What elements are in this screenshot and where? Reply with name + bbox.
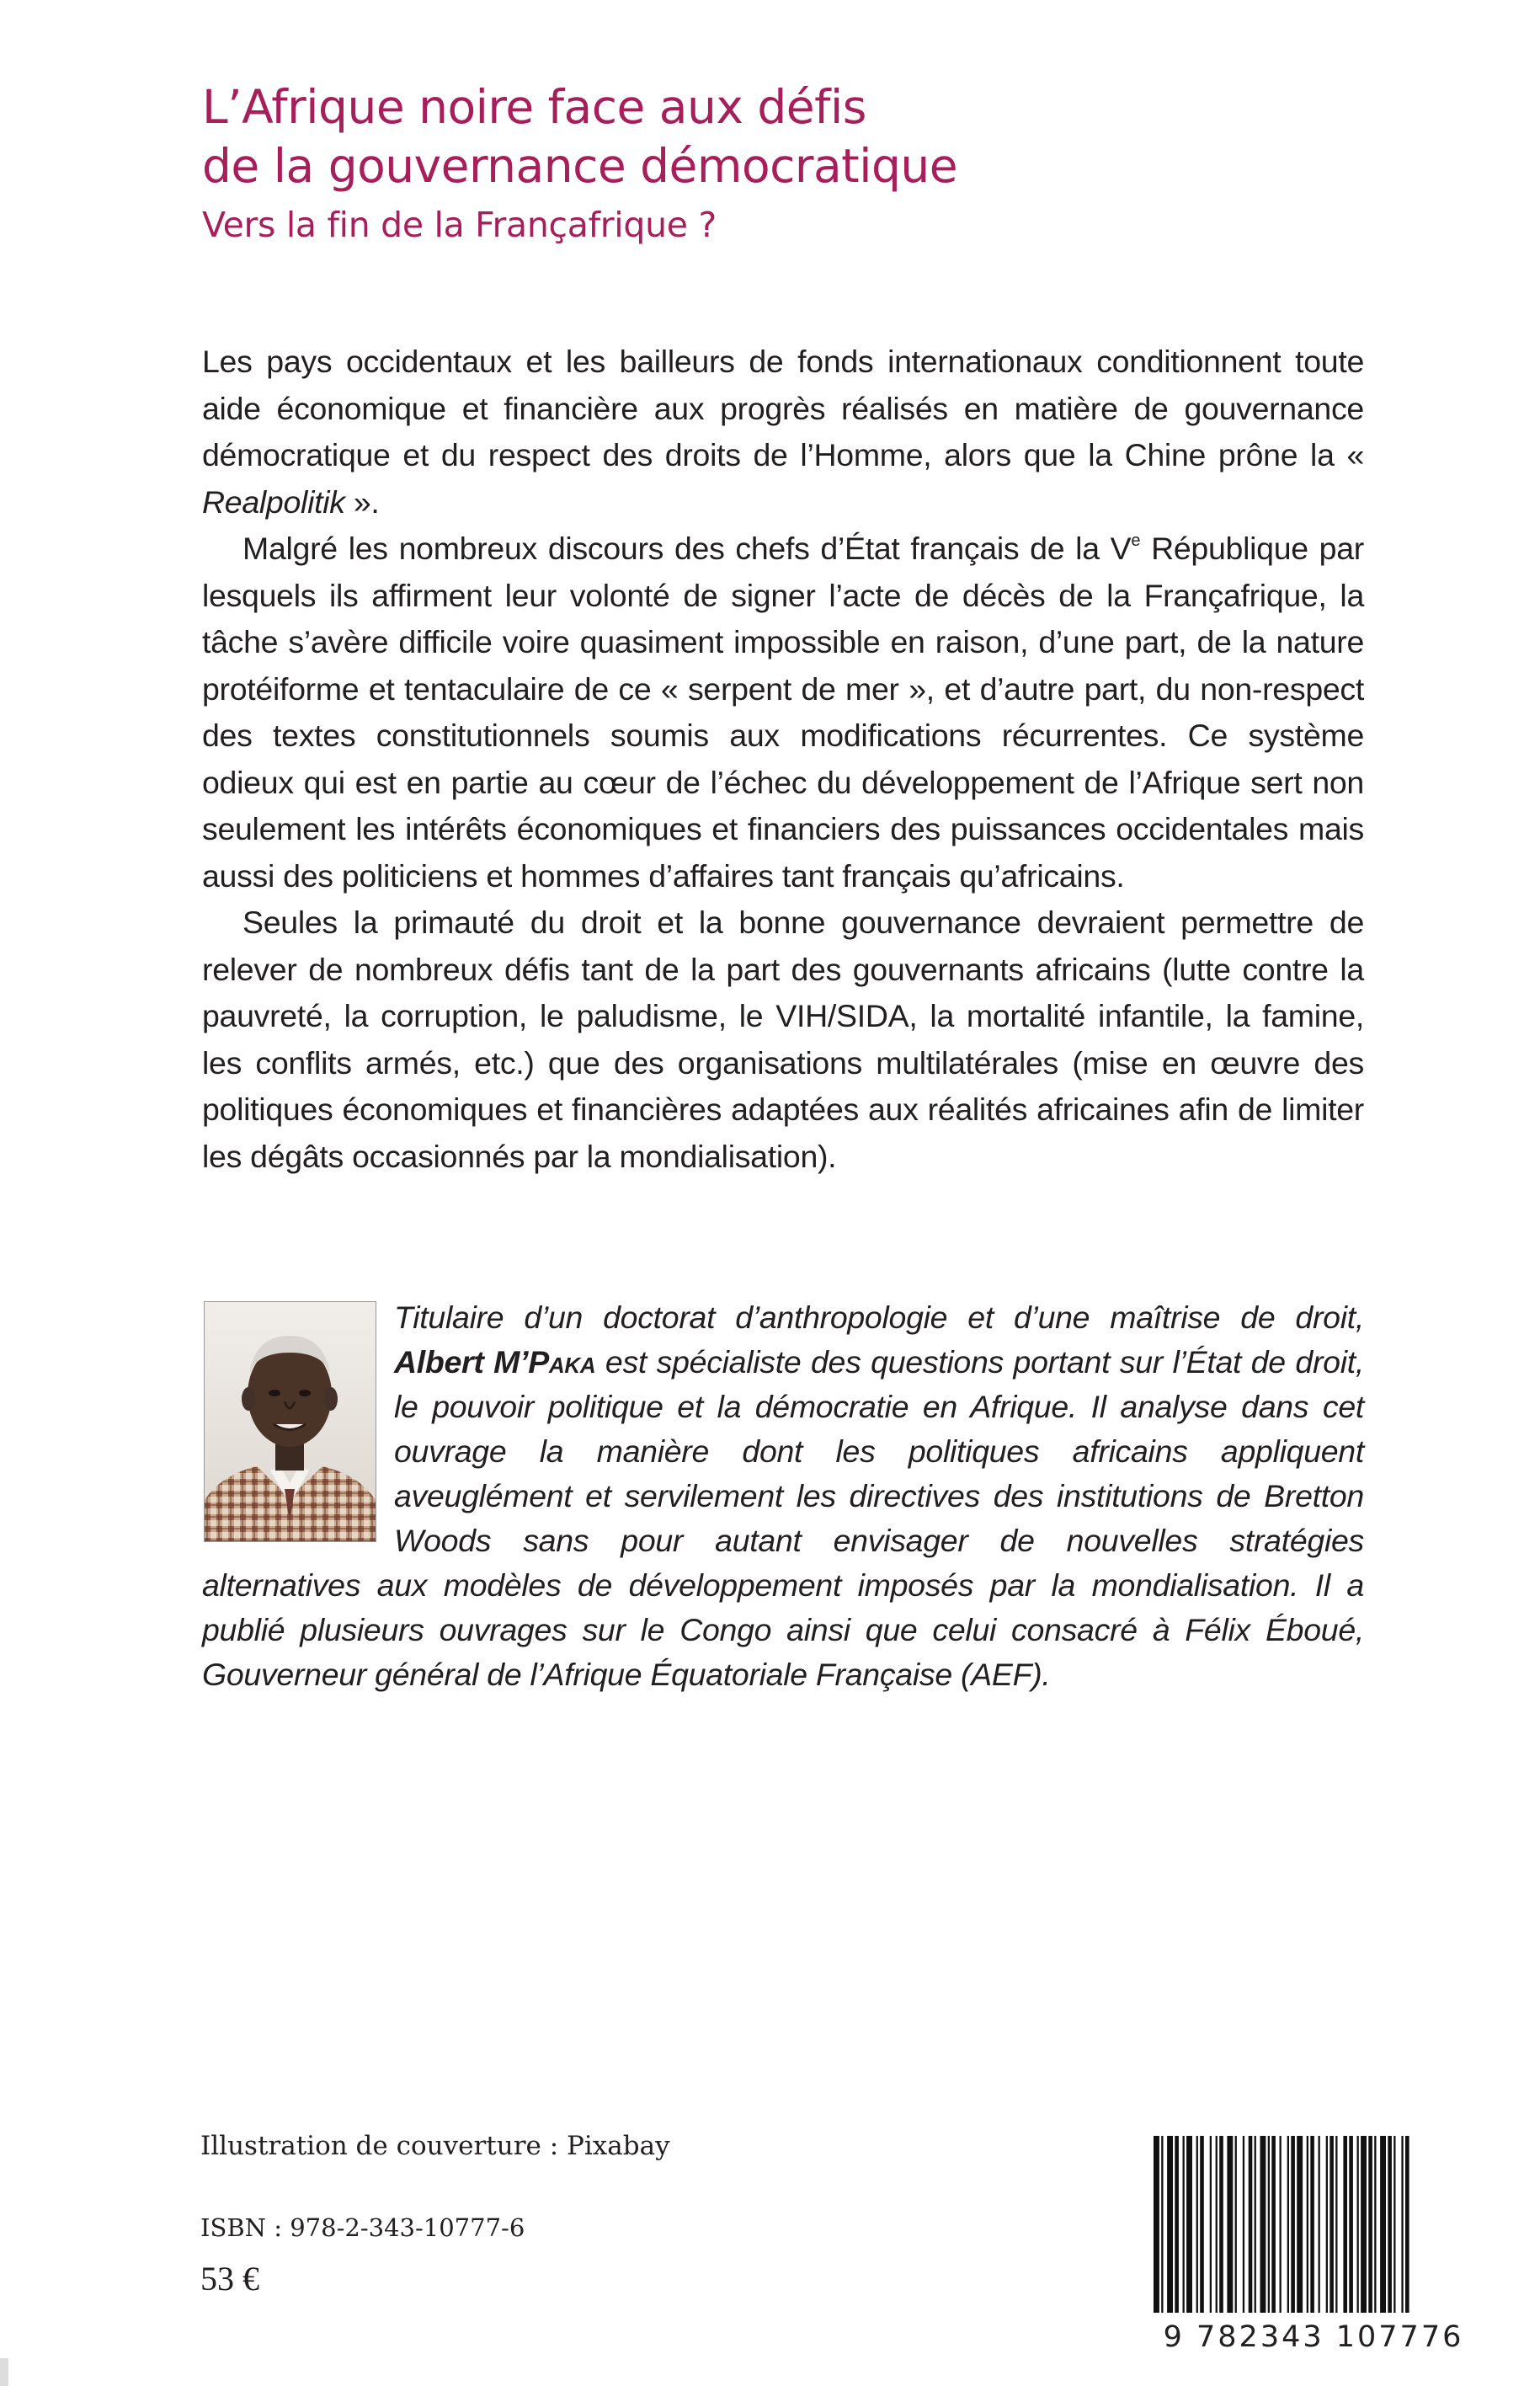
barcode-bar <box>1200 2136 1204 2313</box>
summary-paragraph-3: Seules la primauté du droit et la bonne gouvernance devraient permettre de relever de nombreux défis tant de la part des gouvernants africains (lutte contre la pauvreté, la corruption, le paludisme, le VIH/SIDA, la mortalité infantile, la famine, les conflits armés, etc.) que des organisations multilatérales (mise en œuvre des politiques économiques et financières adaptées aux réalités africaines afin de limiter les dégâts occasionnés par la mondialisation). <box>202 905 1364 1174</box>
summary-paragraph-1: Les pays occidentaux et les bailleurs de fonds internationaux conditionnent toute aide économique et financière aux progrès réalisés en matière de gouvernance démocratique et du respect des droits de l’Homme, alors que la Chine prône la « Realpolitik ». <box>202 344 1364 520</box>
isbn: ISBN : 978-2-343-10777-6 <box>200 2213 525 2242</box>
barcode-bar <box>1260 2136 1266 2313</box>
price: 53 € <box>200 2260 259 2298</box>
barcode-bar <box>1249 2136 1253 2313</box>
barcode-bar <box>1380 2136 1386 2313</box>
barcode-bar <box>1361 2136 1367 2313</box>
barcode-bar <box>1291 2136 1295 2313</box>
barcode-bar <box>1210 2136 1212 2313</box>
barcode-bar <box>1297 2136 1303 2313</box>
book-title-line-2: de la gouvernance démocratique <box>202 139 958 193</box>
barcode-bar <box>1326 2136 1328 2313</box>
barcode-bar <box>1368 2136 1372 2313</box>
barcode-bar <box>1183 2136 1185 2313</box>
barcode-bar <box>1235 2136 1237 2313</box>
barcode-bar <box>1357 2136 1359 2313</box>
book-title-line-1: L’Afrique noire face aux défis <box>202 80 866 134</box>
barcode-bar <box>1319 2136 1320 2313</box>
title-block <box>202 77 1381 254</box>
barcode-bar <box>1405 2136 1409 2313</box>
barcode-bar <box>1374 2136 1376 2313</box>
illustration-credit: Illustration de couverture : Pixabay <box>200 2131 670 2161</box>
barcode-bar <box>1330 2136 1334 2313</box>
barcode-bar <box>1388 2136 1392 2313</box>
barcode-bar <box>1307 2136 1308 2313</box>
barcode-bar <box>1227 2136 1233 2313</box>
barcode-bar <box>1243 2136 1244 2313</box>
barcode-bar <box>1196 2136 1198 2313</box>
barcode-bar <box>1186 2136 1192 2313</box>
barcode-bar <box>1287 2136 1289 2313</box>
barcode-bar <box>1310 2136 1314 2313</box>
barcode-bar <box>1167 2136 1173 2313</box>
isbn-barcode <box>1150 2136 1477 2313</box>
book-subtitle: Vers la fin de la Françafrique ? <box>202 205 717 245</box>
barcode-bar <box>1268 2136 1270 2313</box>
barcode-bar <box>1216 2136 1218 2313</box>
barcode-bar <box>1219 2136 1223 2313</box>
barcode-bar <box>1343 2136 1347 2313</box>
barcode-digits: 9 782343 107776 <box>1163 2320 1464 2354</box>
barcode-bar <box>1154 2136 1159 2313</box>
barcode-bar <box>1335 2136 1337 2313</box>
barcode-bar <box>1393 2136 1395 2313</box>
author-biography: Titulaire d’un doctorat d’anthropologie et d’une maîtrise de droit, Albert M’Paka est spécialiste des questions portant sur l’État de droit, le pouvoir politique et la démocratie en Afrique. Il analyse dans cet ouvrage la manière dont les politiques africains appliquent aveuglément et servilement les directives des institutions de Bretton Woods sans pour autant envisager de nouvelles stratégies alternatives aux modèles de développement imposés par la mondialisation. Il a publié plusieurs ouvrages sur le Congo ainsi que celui consacré à Félix Éboué, Gouverneur général de l’Afrique Équatoriale Française (AEF). <box>202 1300 1364 1692</box>
back-cover-summary <box>202 339 1364 1180</box>
author-name: Albert M’Paka <box>394 1344 596 1380</box>
crop-mark <box>0 2358 8 2386</box>
barcode-bar <box>1271 2136 1276 2313</box>
summary-paragraph-2: Malgré les nombreux discours des chefs d’État français de la Ve République par lesquels ils affirment leur volonté de signer l’acte de décès de la Françafrique, la tâche s’avère difficile voire quasiment impossible en raison, d’une part, de la nature protéiforme et tentaculaire de ce « serpent de mer », et d’autre part, du non-respect des textes constitutionnels soumis aux modifications récurrentes. Ce système odieux qui est en partie au cœur de l’échec du développement de l’Afrique sert non seulement les intérêts économiques et financiers des puissances occidentales mais aussi des politiciens et hommes d’affaires tant français qu’africains. <box>202 531 1364 894</box>
barcode-bar <box>1161 2136 1163 2313</box>
barcode-bar <box>1349 2136 1353 2313</box>
barcode-bar <box>1401 2136 1403 2313</box>
barcode-bar <box>1175 2136 1179 2313</box>
barcode-bar <box>1280 2136 1282 2313</box>
barcode-bar <box>1255 2136 1256 2313</box>
